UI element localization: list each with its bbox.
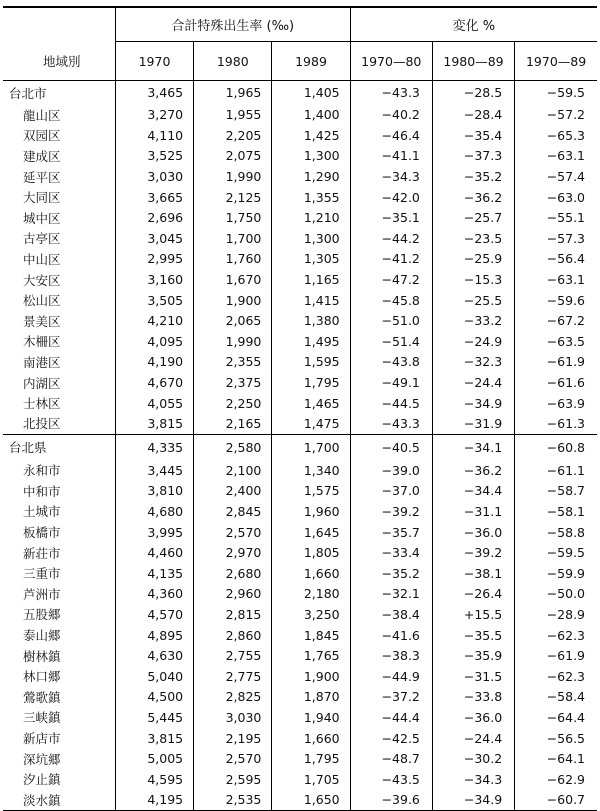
rate-1980: 1,955: [194, 105, 272, 126]
rate-1989: 1,900: [272, 666, 350, 687]
table-row: [3, 207, 597, 228]
change-1980-89: −36.2: [432, 460, 514, 481]
rate-1989: 1,805: [272, 542, 350, 563]
change-1970-89: −61.6: [515, 372, 597, 393]
change-1970-80: −47.2: [350, 269, 432, 290]
rate-1970: 3,995: [115, 522, 193, 543]
rate-1970: 4,460: [115, 542, 193, 563]
change-1970-80: −43.3: [350, 413, 432, 434]
region-name: 景美区: [23, 313, 61, 329]
rate-1970: 3,815: [115, 728, 193, 749]
table-row: [3, 666, 597, 687]
rate-1980: 1,700: [194, 228, 272, 249]
rate-1980: 2,375: [194, 372, 272, 393]
rate-1980: 3,030: [194, 707, 272, 728]
rate-1970: 4,335: [115, 434, 193, 460]
header-blank: [3, 7, 115, 42]
change-1970-89: −64.1: [515, 748, 597, 769]
rate-1970: 4,595: [115, 769, 193, 790]
rate-1970: 4,135: [115, 563, 193, 584]
change-1970-80: −46.4: [350, 125, 432, 146]
change-1970-89: −63.0: [515, 187, 597, 208]
region-name: 南港区: [23, 354, 61, 370]
change-1980-89: −35.4: [432, 125, 514, 146]
rate-1980: 2,250: [194, 393, 272, 414]
table-row: [3, 790, 597, 811]
change-1970-80: −45.8: [350, 290, 432, 311]
table-row: [3, 331, 597, 352]
region-name: 台北県: [9, 440, 47, 456]
rate-1989: 1,415: [272, 290, 350, 311]
rate-1970: 4,210: [115, 310, 193, 331]
change-1970-80: −44.5: [350, 393, 432, 414]
rate-1989: 1,960: [272, 501, 350, 522]
change-1970-89: −55.1: [515, 207, 597, 228]
rate-1970: 4,570: [115, 604, 193, 625]
header-col-1970-89: 1970—89: [515, 42, 597, 81]
rate-1989: 1,400: [272, 105, 350, 126]
change-1970-89: −56.5: [515, 728, 597, 749]
rate-1970: 5,040: [115, 666, 193, 687]
rate-1980: 2,680: [194, 563, 272, 584]
table-row: [3, 707, 597, 728]
region-name: 北投区: [3, 413, 115, 434]
change-1970-89: −62.9: [515, 769, 597, 790]
region-name: 淡水鎮: [3, 790, 115, 811]
header-fertility-rate: 合計特殊出生率 (‰): [115, 7, 350, 42]
rate-1970: 3,665: [115, 187, 193, 208]
table-row: [3, 166, 597, 187]
region-name: 中山区: [23, 251, 61, 267]
region-name: 汐止鎮: [23, 772, 61, 788]
rate-1970: 3,810: [115, 481, 193, 502]
change-1980-89: −25.7: [432, 207, 514, 228]
region-name: 台北市: [9, 85, 47, 101]
table-row: [3, 352, 597, 373]
change-1980-89: −36.0: [432, 522, 514, 543]
rate-1980: 1,965: [194, 81, 272, 105]
region-name: 双园区: [23, 128, 61, 144]
change-1970-80: −33.4: [350, 542, 432, 563]
rate-1970: 4,680: [115, 501, 193, 522]
header-change-percent: 変化 %: [350, 7, 597, 42]
table-row: [3, 290, 597, 311]
region-name: 内湖区: [23, 375, 61, 391]
region-name: 延平区: [23, 169, 61, 185]
change-1980-89: −34.4: [432, 481, 514, 502]
table-row: [3, 563, 597, 584]
rate-1980: 2,075: [194, 146, 272, 167]
rate-1970: 4,895: [115, 625, 193, 646]
region-name: 中和市: [23, 483, 61, 499]
table-row: [3, 105, 597, 126]
rate-1989: 1,575: [272, 481, 350, 502]
change-1980-89: −28.4: [432, 105, 514, 126]
change-1970-89: −57.3: [515, 228, 597, 249]
change-1970-89: −64.4: [515, 707, 597, 728]
rate-1980: 2,815: [194, 604, 272, 625]
change-1980-89: −26.4: [432, 584, 514, 605]
rate-1980: 2,205: [194, 125, 272, 146]
change-1980-89: −36.0: [432, 707, 514, 728]
rate-1980: 2,400: [194, 481, 272, 502]
change-1980-89: −34.1: [432, 434, 514, 460]
table-row: [3, 481, 597, 502]
change-1970-89: −63.5: [515, 331, 597, 352]
region-name: 大同区: [23, 190, 61, 206]
table-row: [3, 687, 597, 708]
header-col-1970-80: 1970—80: [350, 42, 432, 81]
change-1980-89: +15.5: [432, 604, 514, 625]
change-1980-89: −36.2: [432, 187, 514, 208]
rate-1970: 3,525: [115, 146, 193, 167]
change-1970-80: −38.4: [350, 604, 432, 625]
change-1980-89: −24.4: [432, 728, 514, 749]
rate-1980: 2,580: [194, 434, 272, 460]
table-row: [3, 748, 597, 769]
table-row: [3, 249, 597, 270]
change-1970-89: −58.7: [515, 481, 597, 502]
change-1980-89: −34.9: [432, 790, 514, 811]
change-1970-80: −44.9: [350, 666, 432, 687]
table-row: [3, 522, 597, 543]
region-name: 深坑郷: [23, 751, 61, 767]
rate-1970: 2,995: [115, 249, 193, 270]
region-name: 古亭区: [23, 231, 61, 247]
table-row: [3, 228, 597, 249]
table-row: [3, 393, 597, 414]
change-1970-80: −44.4: [350, 707, 432, 728]
table-row: [3, 645, 597, 666]
rate-1989: 1,475: [272, 413, 350, 434]
region-name: 永和市: [23, 463, 61, 479]
rate-1989: 1,300: [272, 228, 350, 249]
change-1970-80: −51.4: [350, 331, 432, 352]
change-1980-89: −31.9: [432, 413, 514, 434]
rate-1980: 2,195: [194, 728, 272, 749]
change-1970-89: −63.1: [515, 146, 597, 167]
rate-1970: 3,465: [115, 81, 193, 105]
change-1970-89: −56.4: [515, 249, 597, 270]
rate-1970: 4,670: [115, 372, 193, 393]
table-row: [3, 81, 597, 105]
change-1970-80: −51.0: [350, 310, 432, 331]
change-1970-80: −38.3: [350, 645, 432, 666]
table-body: [3, 81, 597, 811]
change-1970-80: −35.1: [350, 207, 432, 228]
rate-1970: 3,815: [115, 413, 193, 434]
change-1970-80: −37.2: [350, 687, 432, 708]
change-1970-89: −58.4: [515, 687, 597, 708]
change-1970-80: −42.0: [350, 187, 432, 208]
change-1970-80: −41.1: [350, 146, 432, 167]
region-name: 士林区: [23, 396, 61, 412]
rate-1970: 3,270: [115, 105, 193, 126]
table-row: [3, 125, 597, 146]
header-col-1980-89: 1980—89: [432, 42, 514, 81]
change-1970-89: −59.5: [515, 542, 597, 563]
change-1970-80: −48.7: [350, 748, 432, 769]
table-row: [3, 187, 597, 208]
rate-1970: 3,160: [115, 269, 193, 290]
region-name: 建成区: [23, 148, 61, 164]
change-1970-80: −32.1: [350, 584, 432, 605]
rate-1980: 2,065: [194, 310, 272, 331]
rate-1989: 1,765: [272, 645, 350, 666]
region-name: 松山区: [23, 293, 61, 309]
rate-1970: 3,045: [115, 228, 193, 249]
change-1970-89: −63.1: [515, 269, 597, 290]
change-1970-89: −61.1: [515, 460, 597, 481]
rate-1989: 1,290: [272, 166, 350, 187]
change-1980-89: −28.5: [432, 81, 514, 105]
table-row: [3, 584, 597, 605]
change-1970-80: −35.7: [350, 522, 432, 543]
table-row: [3, 310, 597, 331]
change-1980-89: −25.9: [432, 249, 514, 270]
rate-1970: 4,630: [115, 645, 193, 666]
change-1970-80: −41.2: [350, 249, 432, 270]
change-1980-89: −35.2: [432, 166, 514, 187]
rate-1980: 2,165: [194, 413, 272, 434]
rate-1980: 2,535: [194, 790, 272, 811]
rate-1970: 4,190: [115, 352, 193, 373]
rate-1980: 2,100: [194, 460, 272, 481]
change-1970-89: −62.3: [515, 625, 597, 646]
rate-1989: 1,940: [272, 707, 350, 728]
rate-1980: 2,960: [194, 584, 272, 605]
rate-1970: 4,195: [115, 790, 193, 811]
region-name: 鶯歌鎮: [23, 689, 61, 705]
rate-1989: 1,700: [272, 434, 350, 460]
rate-1970: 3,445: [115, 460, 193, 481]
rate-1980: 1,670: [194, 269, 272, 290]
region-name: 林口郷: [23, 669, 61, 685]
change-1980-89: −32.3: [432, 352, 514, 373]
region-name: 板橋市: [23, 525, 61, 541]
rate-1989: 1,845: [272, 625, 350, 646]
table-row: [3, 146, 597, 167]
rate-1989: 1,300: [272, 146, 350, 167]
rate-1980: 2,775: [194, 666, 272, 687]
change-1980-89: −31.5: [432, 666, 514, 687]
change-1970-80: −39.6: [350, 790, 432, 811]
change-1970-80: −43.8: [350, 352, 432, 373]
change-1970-89: −63.9: [515, 393, 597, 414]
fertility-table: [3, 6, 597, 811]
region-name: 樹林鎮: [23, 648, 61, 664]
rate-1970: 5,445: [115, 707, 193, 728]
rate-1980: 2,755: [194, 645, 272, 666]
rate-1989: 1,165: [272, 269, 350, 290]
region-name: 五股郷: [23, 607, 61, 623]
change-1970-89: −62.3: [515, 666, 597, 687]
change-1970-80: −41.6: [350, 625, 432, 646]
header-region: 地域別: [3, 42, 115, 81]
rate-1980: 1,990: [194, 331, 272, 352]
rate-1989: 1,425: [272, 125, 350, 146]
rate-1989: 1,795: [272, 748, 350, 769]
rate-1980: 1,990: [194, 166, 272, 187]
change-1970-89: −65.3: [515, 125, 597, 146]
header-col-1980: 1980: [194, 42, 272, 81]
change-1970-89: −57.2: [515, 105, 597, 126]
rate-1970: 4,500: [115, 687, 193, 708]
change-1980-89: −33.8: [432, 687, 514, 708]
rate-1970: 4,360: [115, 584, 193, 605]
table-row: [3, 372, 597, 393]
change-1970-80: −49.1: [350, 372, 432, 393]
change-1970-89: −59.5: [515, 81, 597, 105]
rate-1989: 1,705: [272, 769, 350, 790]
rate-1989: 1,660: [272, 563, 350, 584]
change-1970-89: −58.8: [515, 522, 597, 543]
rate-1980: 1,900: [194, 290, 272, 311]
table-row: [3, 728, 597, 749]
table-row: [3, 625, 597, 646]
change-1980-89: −37.3: [432, 146, 514, 167]
table-row: [3, 769, 597, 790]
table-row: [3, 460, 597, 481]
rate-1989: 1,465: [272, 393, 350, 414]
rate-1989: 1,870: [272, 687, 350, 708]
change-1970-80: −40.5: [350, 434, 432, 460]
change-1970-89: −59.9: [515, 563, 597, 584]
rate-1989: 1,660: [272, 728, 350, 749]
rate-1989: 1,380: [272, 310, 350, 331]
region-name: 城中区: [23, 210, 61, 226]
rate-1970: 4,055: [115, 393, 193, 414]
change-1970-80: −40.2: [350, 105, 432, 126]
region-name: 芦洲市: [23, 586, 61, 602]
change-1970-89: −50.0: [515, 584, 597, 605]
rate-1989: 1,595: [272, 352, 350, 373]
rate-1989: 1,650: [272, 790, 350, 811]
change-1970-89: −60.7: [515, 790, 597, 811]
rate-1989: 2,180: [272, 584, 350, 605]
table-row: [3, 413, 597, 434]
rate-1989: 3,250: [272, 604, 350, 625]
header-col-1970: 1970: [115, 42, 193, 81]
change-1980-89: −34.9: [432, 393, 514, 414]
change-1980-89: −33.2: [432, 310, 514, 331]
change-1970-89: −67.2: [515, 310, 597, 331]
rate-1989: 1,645: [272, 522, 350, 543]
change-1980-89: −35.9: [432, 645, 514, 666]
change-1970-89: −60.8: [515, 434, 597, 460]
change-1970-89: −58.1: [515, 501, 597, 522]
rate-1980: 2,860: [194, 625, 272, 646]
change-1970-80: −39.0: [350, 460, 432, 481]
table-row: [3, 604, 597, 625]
rate-1980: 2,825: [194, 687, 272, 708]
rate-1980: 2,845: [194, 501, 272, 522]
rate-1970: 3,030: [115, 166, 193, 187]
region-name: 新店市: [23, 731, 61, 747]
change-1970-89: −61.9: [515, 645, 597, 666]
change-1980-89: −34.3: [432, 769, 514, 790]
rate-1970: 4,110: [115, 125, 193, 146]
table-row: [3, 501, 597, 522]
rate-1970: 2,696: [115, 207, 193, 228]
rate-1980: 2,125: [194, 187, 272, 208]
rate-1980: 1,760: [194, 249, 272, 270]
region-name: 三峡鎮: [23, 710, 61, 726]
rate-1980: 2,570: [194, 522, 272, 543]
header-col-1989: 1989: [272, 42, 350, 81]
change-1970-89: −57.4: [515, 166, 597, 187]
rate-1980: 2,595: [194, 769, 272, 790]
rate-1989: 1,495: [272, 331, 350, 352]
rate-1970: 5,005: [115, 748, 193, 769]
rate-1989: 1,405: [272, 81, 350, 105]
rate-1989: 1,210: [272, 207, 350, 228]
change-1980-89: −24.9: [432, 331, 514, 352]
rate-1989: 1,795: [272, 372, 350, 393]
change-1980-89: −30.2: [432, 748, 514, 769]
table-row: [3, 542, 597, 563]
rate-1980: 2,970: [194, 542, 272, 563]
rate-1989: 1,340: [272, 460, 350, 481]
rate-1970: 3,505: [115, 290, 193, 311]
change-1980-89: −38.1: [432, 563, 514, 584]
change-1980-89: −25.5: [432, 290, 514, 311]
region-name: 大安区: [23, 272, 61, 288]
rate-1970: 4,095: [115, 331, 193, 352]
table-row: [3, 434, 597, 460]
change-1970-80: −37.0: [350, 481, 432, 502]
change-1970-89: −61.9: [515, 352, 597, 373]
change-1970-89: −59.6: [515, 290, 597, 311]
region-name: 三重市: [23, 566, 61, 582]
change-1970-80: −34.3: [350, 166, 432, 187]
change-1970-80: −35.2: [350, 563, 432, 584]
change-1980-89: −15.3: [432, 269, 514, 290]
change-1970-80: −39.2: [350, 501, 432, 522]
change-1980-89: −35.5: [432, 625, 514, 646]
change-1980-89: −24.4: [432, 372, 514, 393]
region-name: 泰山郷: [23, 628, 61, 644]
rate-1989: 1,355: [272, 187, 350, 208]
rate-1989: 1,305: [272, 249, 350, 270]
rate-1980: 2,570: [194, 748, 272, 769]
change-1980-89: −39.2: [432, 542, 514, 563]
change-1970-80: −43.3: [350, 81, 432, 105]
region-name: 龍山区: [23, 107, 61, 123]
change-1970-89: −61.3: [515, 413, 597, 434]
change-1970-80: −42.5: [350, 728, 432, 749]
region-name: 土城市: [23, 504, 61, 520]
region-name: 木柵区: [23, 334, 61, 350]
rate-1980: 2,355: [194, 352, 272, 373]
change-1970-80: −43.5: [350, 769, 432, 790]
rate-1980: 1,750: [194, 207, 272, 228]
table-row: [3, 269, 597, 290]
region-name: 新荘市: [23, 545, 61, 561]
change-1970-89: −28.9: [515, 604, 597, 625]
change-1980-89: −31.1: [432, 501, 514, 522]
change-1970-80: −44.2: [350, 228, 432, 249]
change-1980-89: −23.5: [432, 228, 514, 249]
